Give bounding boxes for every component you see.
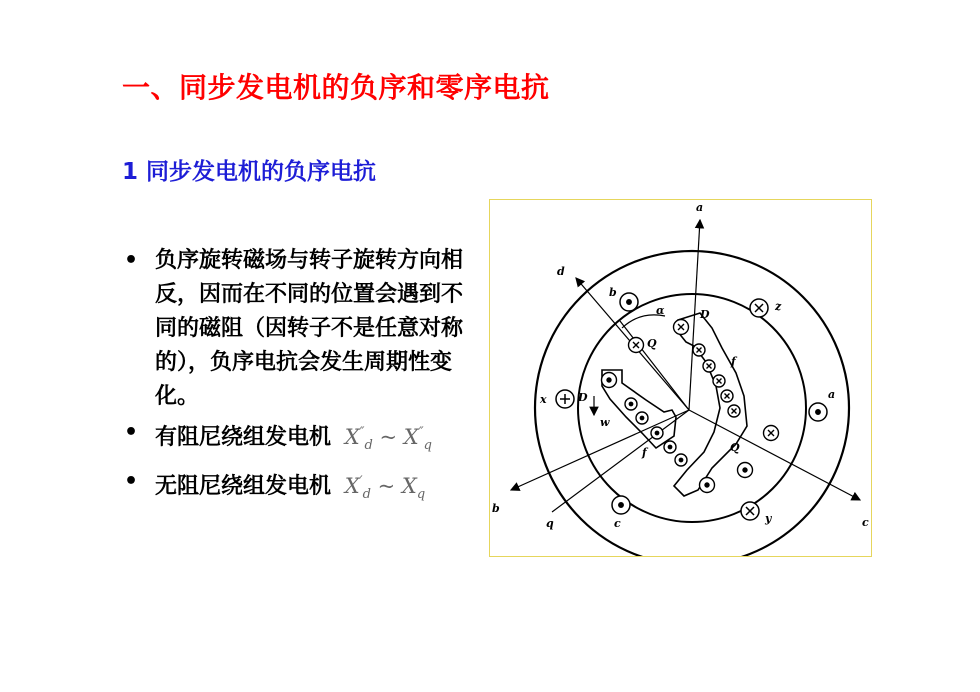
label-alpha: α bbox=[656, 304, 665, 317]
section-subtitle: 1 同步发电机的负序电抗 bbox=[122, 159, 377, 185]
label-c-right: c bbox=[862, 516, 869, 529]
bullet-text: 无阻尼绕组发电机 bbox=[155, 474, 332, 500]
label-z: z bbox=[775, 300, 782, 313]
generator-diagram bbox=[490, 200, 871, 556]
bullet-text: 有阻尼绕组发电机 bbox=[155, 425, 332, 450]
label-f-lower: f bbox=[642, 446, 647, 459]
bullet-text: 负序旋转磁场与转子旋转方向相反，因而在不同的位置会遇到不同的磁阻（因转子不是任意对称的），负序电抗会发生周期性变化。 bbox=[155, 248, 464, 409]
label-b-upper: b bbox=[609, 286, 617, 299]
bullet-item-negative-sequence-field bbox=[122, 244, 467, 414]
bullet-list bbox=[122, 244, 467, 512]
label-w: w bbox=[600, 416, 610, 429]
label-y: y bbox=[765, 512, 772, 525]
rotor-pole bbox=[602, 313, 747, 496]
label-a-top: a bbox=[696, 201, 704, 214]
label-a-right: a bbox=[828, 388, 836, 401]
label-Q-lower: Q bbox=[730, 441, 740, 454]
reactance-formula: $X'_d$ ~ $X_q$ bbox=[344, 474, 426, 503]
label-q: q bbox=[546, 517, 554, 530]
reactance-formula: $X''_d$ ~ $X''_q$ bbox=[344, 425, 432, 454]
label-c-bottom: c bbox=[614, 517, 621, 530]
label-x: x bbox=[540, 393, 547, 406]
label-D-upper: D bbox=[700, 308, 710, 321]
bullet-marker: • bbox=[124, 420, 139, 445]
bullet-marker: • bbox=[124, 248, 139, 273]
generator-cross-section-figure bbox=[489, 199, 872, 557]
page-title: 一、同步发电机的负序和零序电抗 bbox=[122, 71, 550, 104]
stator-conductors bbox=[556, 293, 827, 520]
bullet-item-damped-generator bbox=[122, 416, 467, 463]
label-D-left: D bbox=[578, 391, 588, 404]
label-f-upper: f bbox=[731, 355, 736, 368]
bullet-item-undamped-generator bbox=[122, 465, 467, 512]
label-b-left: b bbox=[492, 502, 500, 515]
stator-inner-ring bbox=[578, 294, 806, 522]
axis-a bbox=[689, 220, 700, 410]
label-Q-upper: Q bbox=[647, 337, 657, 350]
bullet-marker: • bbox=[124, 469, 139, 495]
label-d: d bbox=[557, 265, 565, 278]
